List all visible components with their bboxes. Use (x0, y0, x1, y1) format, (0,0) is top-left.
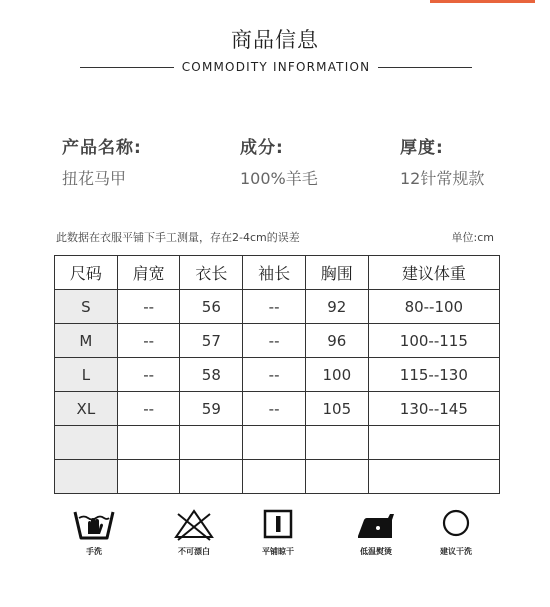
table-cell: -- (117, 358, 180, 392)
divider-left (80, 67, 174, 68)
care-item-no-bleach (154, 506, 234, 557)
table-cell: -- (117, 324, 180, 358)
table-cell: -- (117, 392, 180, 426)
care-label: 手洗 (86, 547, 102, 556)
care-label: 平铺晾干 (262, 547, 294, 556)
measurement-note: 此数据在衣服平铺下手工测量，存在2-4cm的误差 (56, 231, 300, 244)
table-row (55, 392, 500, 426)
table-cell: 96 (305, 324, 368, 358)
care-item-dry-flat (238, 506, 318, 557)
info-thickness (400, 133, 484, 189)
size-cell (55, 460, 118, 494)
care-item-low-iron (336, 506, 416, 557)
table-row-empty (55, 460, 500, 494)
care-label: 建议干洗 (440, 547, 472, 556)
table-cell (180, 460, 243, 494)
table-row (55, 358, 500, 392)
table-cell (305, 426, 368, 460)
table-cell (243, 460, 306, 494)
info-label: 厚度: (400, 138, 444, 158)
table-cell: 59 (180, 392, 243, 426)
table-cell: 100 (305, 358, 368, 392)
table-cell: 130--145 (368, 392, 499, 426)
no-bleach-icon (172, 506, 216, 542)
divider-right (378, 67, 472, 68)
table-cell: 115--130 (368, 358, 499, 392)
info-material (240, 133, 318, 189)
header-cell: 肩宽 (117, 256, 180, 290)
dry-clean-icon (434, 506, 478, 542)
page-subtitle: COMMODITY INFORMATION (181, 60, 371, 74)
header-cell: 袖长 (243, 256, 306, 290)
table-cell: 56 (180, 290, 243, 324)
header-cell: 建议体重 (368, 256, 499, 290)
header-cell: 衣长 (180, 256, 243, 290)
table-cell: 100--115 (368, 324, 499, 358)
dry-flat-icon (256, 506, 300, 542)
top-accent-bar (430, 0, 535, 3)
page-title: 商品信息 (231, 28, 319, 52)
table-header-row (55, 256, 500, 290)
size-cell (55, 426, 118, 460)
info-value: 12针常规款 (400, 169, 485, 188)
table-cell (368, 426, 499, 460)
table-row (55, 324, 500, 358)
care-label: 不可漂白 (178, 547, 210, 556)
info-label: 产品名称: (62, 138, 142, 158)
care-item-dry-clean (416, 506, 496, 557)
info-value: 扭花马甲 (62, 169, 127, 188)
table-cell (117, 426, 180, 460)
table-cell: 58 (180, 358, 243, 392)
info-product-name (62, 133, 142, 189)
care-item-hand-wash (54, 506, 134, 557)
care-label: 低温熨烫 (360, 547, 392, 556)
product-info (0, 133, 550, 193)
table-cell: -- (117, 290, 180, 324)
size-cell: L (55, 358, 118, 392)
low-iron-icon (354, 506, 398, 542)
table-cell: -- (243, 290, 306, 324)
table-cell (368, 460, 499, 494)
header-cell: 尺码 (55, 256, 118, 290)
subtitle-row (80, 58, 472, 76)
table-cell (180, 426, 243, 460)
size-table (54, 255, 500, 494)
unit-label: 单位:cm (451, 231, 494, 244)
care-instructions (40, 506, 510, 566)
info-value: 100%羊毛 (240, 169, 318, 188)
table-cell (243, 426, 306, 460)
table-row (55, 290, 500, 324)
size-cell: XL (55, 392, 118, 426)
info-label: 成分: (240, 138, 284, 158)
table-cell (305, 460, 368, 494)
table-cell (117, 460, 180, 494)
size-cell: S (55, 290, 118, 324)
table-cell: -- (243, 358, 306, 392)
header-cell: 胸围 (305, 256, 368, 290)
table-cell: -- (243, 392, 306, 426)
table-cell: 105 (305, 392, 368, 426)
table-cell: 80--100 (368, 290, 499, 324)
table-cell: -- (243, 324, 306, 358)
size-cell: M (55, 324, 118, 358)
hand-wash-icon (72, 506, 116, 542)
table-cell: 57 (180, 324, 243, 358)
table-cell: 92 (305, 290, 368, 324)
table-row-empty (55, 426, 500, 460)
